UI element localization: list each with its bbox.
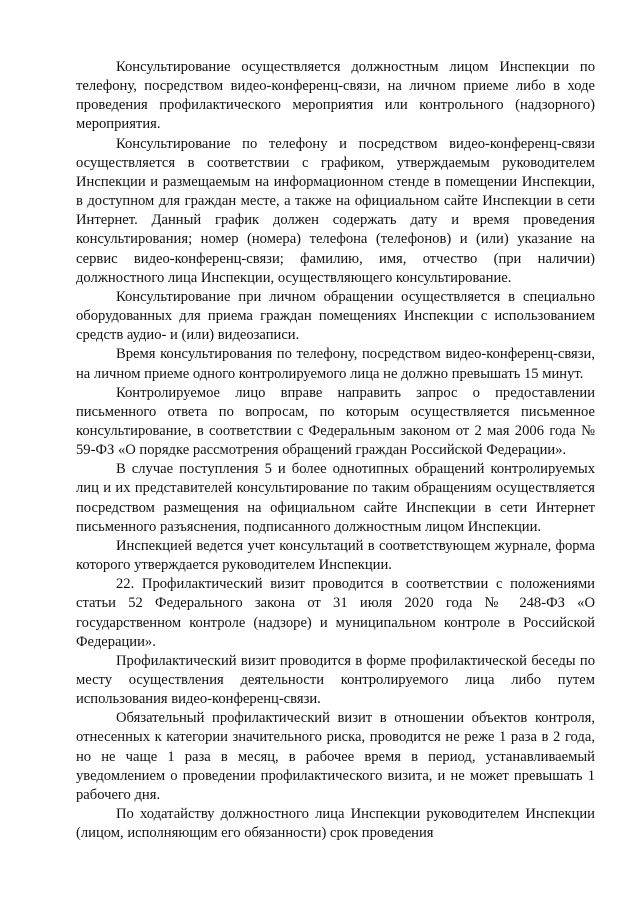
paragraph-similar-requests: В случае поступления 5 и более однотипных обращений контролируемых лиц и их представителей консультирование по таким обращениям осуществляется посредством размещения на официальном сайте Инспекции в сети Интернет письменного разъяснения, подписанного должностным лицом Инспекции. [76, 461, 595, 535]
paragraph-consultation-log: Инспекцией ведется учет консультаций в соответствующем журнале, форма которого утверждается руководителем Инспекции. [76, 537, 595, 574]
document-page [76, 58, 595, 843]
paragraph-consulting-schedule: Консультирование по телефону и посредством видео-конференц-связи осуществляется в соответствии с графиком, утверждаемым руководителем Инспекции и размещаемым на информационном стенде в помещении Инспекции, в доступном для граждан месте, а также на официальном сайте Инспекции в сети Интернет. Данный график должен содержать дату и время проведения консультирования; номер (номера) телефона (телефонов) и (или) указание на сервис видео-конференц-связи; фамилию, имя, отчество (при наличии) должностного лица Инспекции, осуществляющего консультирование. [76, 135, 595, 286]
paragraph-personal-consulting: Консультирование при личном обращении осуществляется в специально оборудованных для приема граждан помещениях Инспекции с использованием средств аудио- и (или) видеозаписи. [76, 288, 595, 344]
paragraph-item-22-preventive-visit: 22. Профилактический визит проводится в соответствии с положениями статьи 52 Федерального закона от 31 июля 2020 года № 248-ФЗ «О государственном контроле (надзоре) и муниципальном контроле в Российской Федерации». [76, 576, 595, 650]
paragraph-written-request: Контролируемое лицо вправе направить запрос о предоставлении письменного ответа по вопросам, по которым осуществляется письменное консультирование, в соответствии с Федеральным законом от 2 мая 2006 года № 59-ФЗ «О порядке рассмотрения обращений граждан Российской Федерации». [76, 384, 595, 459]
paragraph-mandatory-visit: Обязательный профилактический визит в отношении объектов контроля, отнесенных к категории значительного риска, проводится не реже 1 раза в 2 года, но не чаще 1 раза в месяц, в рабочее время в период, устанавливаемый уведомлением о проведении профилактического визита, и не может превышать 1 рабочего дня. [76, 710, 595, 803]
paragraph-visit-form: Профилактический визит проводится в форме профилактической беседы по месту осуществления деятельности контролируемого лица либо путем использования видео-конференц-связи. [76, 652, 595, 708]
paragraph-consulting-methods: Консультирование осуществляется должностным лицом Инспекции по телефону, посредством видео-конференц-связи, на личном приеме либо в ходе проведения профилактического мероприятия или контрольного (надзорного) мероприятия. [76, 59, 595, 133]
paragraph-visit-extension: По ходатайству должностного лица Инспекции руководителем Инспекции (лицом, исполняющим его обязанности) срок проведения [76, 806, 595, 842]
paragraph-consulting-time: Время консультирования по телефону, посредством видео-конференц-связи, на личном приеме одного контролируемого лица не должно превышать 15 минут. [76, 346, 595, 382]
